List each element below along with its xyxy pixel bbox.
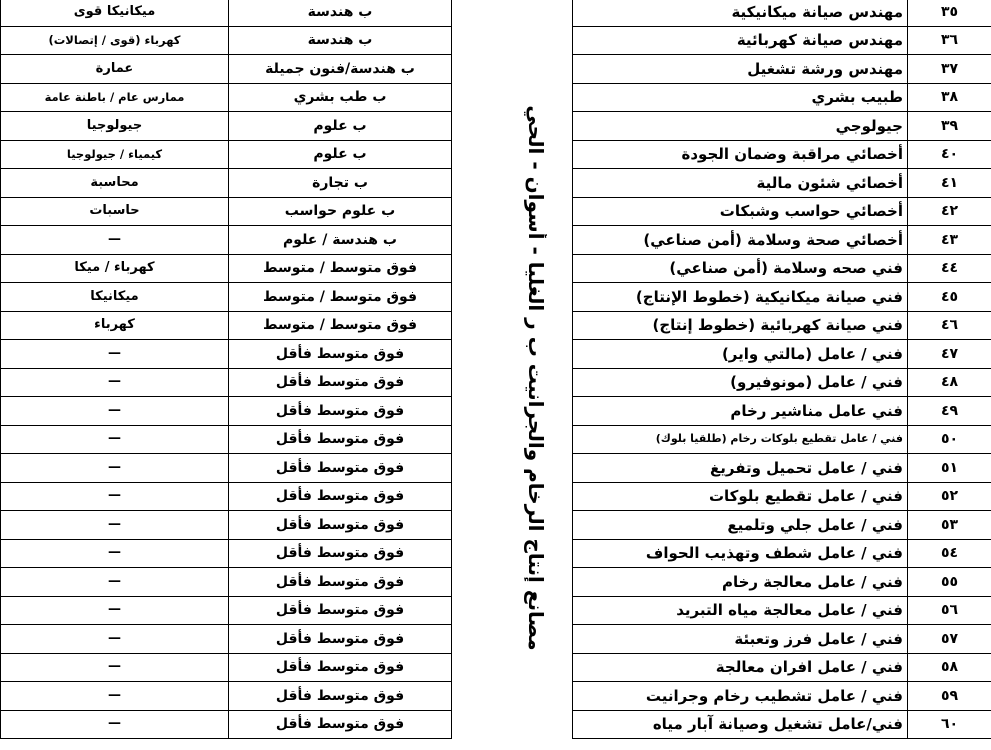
specialization: —	[1, 425, 229, 454]
requirement-row	[1, 710, 452, 739]
requirement-row	[1, 539, 452, 568]
job-row	[573, 140, 991, 169]
job-row	[573, 682, 991, 711]
job-row	[573, 112, 991, 141]
job-row	[573, 169, 991, 198]
requirement-row	[1, 254, 452, 283]
row-number: ٥٤	[908, 539, 991, 568]
qualification: فوق متوسط فأقل	[229, 710, 452, 739]
specialization: —	[1, 397, 229, 426]
specialization: حاسبات	[1, 197, 229, 226]
row-number: ٤٦	[908, 311, 991, 340]
qualification: فوق متوسط / متوسط	[229, 283, 452, 312]
requirement-row	[1, 112, 452, 141]
specialization: —	[1, 454, 229, 483]
job-row	[573, 653, 991, 682]
job-title: فني صيانة كهربائية (خطوط إنتاج)	[573, 311, 908, 340]
specialization: —	[1, 710, 229, 739]
job-row	[573, 83, 991, 112]
specialization: جيولوجيا	[1, 112, 229, 141]
job-row	[573, 539, 991, 568]
job-title: فني / عامل (مونوفيرو)	[573, 368, 908, 397]
job-title: فني / عامل تحميل وتفريغ	[573, 454, 908, 483]
qualification: فوق متوسط فأقل	[229, 568, 452, 597]
requirement-row	[1, 682, 452, 711]
qualification: فوق متوسط فأقل	[229, 425, 452, 454]
job-row	[573, 397, 991, 426]
qualification: ب علوم حواسب	[229, 197, 452, 226]
job-title: فني / عامل فرز وتعبئة	[573, 625, 908, 654]
requirement-row	[1, 283, 452, 312]
row-number: ٣٨	[908, 83, 991, 112]
row-number: ٤٠	[908, 140, 991, 169]
requirement-row	[1, 26, 452, 55]
row-number: ٣٥	[908, 0, 991, 26]
requirement-row	[1, 140, 452, 169]
qualification: ب تجارة	[229, 169, 452, 198]
job-title: أخصائي حواسب وشبكات	[573, 197, 908, 226]
job-row	[573, 596, 991, 625]
requirement-row	[1, 397, 452, 426]
job-title: مهندس صيانة ميكانيكية	[573, 0, 908, 26]
job-row	[573, 368, 991, 397]
job-title: فني / عامل معالجة رخام	[573, 568, 908, 597]
row-number: ٥٥	[908, 568, 991, 597]
job-title: فني / عامل تقطيع بلوكات رخام (طلقيا بلوك)	[573, 425, 908, 454]
job-row	[573, 625, 991, 654]
qualification: ب هندسة/فنون جميلة	[229, 55, 452, 84]
requirement-row	[1, 226, 452, 255]
row-number: ٥٢	[908, 482, 991, 511]
requirement-row	[1, 596, 452, 625]
qualification: فوق متوسط فأقل	[229, 482, 452, 511]
job-row	[573, 340, 991, 369]
job-title: أخصائي صحة وسلامة (أمن صناعي)	[573, 226, 908, 255]
job-row	[573, 0, 991, 26]
job-title: فني / عامل معالجة مياه التبريد	[573, 596, 908, 625]
qualification: فوق متوسط فأقل	[229, 454, 452, 483]
qualification: ب علوم	[229, 112, 452, 141]
specialization: —	[1, 340, 229, 369]
job-title: فني / عامل شطف وتهذيب الحواف	[573, 539, 908, 568]
qualification: فوق متوسط فأقل	[229, 511, 452, 540]
qualification: فوق متوسط / متوسط	[229, 311, 452, 340]
row-number: ٤٩	[908, 397, 991, 426]
row-number: ٥٧	[908, 625, 991, 654]
row-number: ٥٦	[908, 596, 991, 625]
job-title: أخصائي شئون مالية	[573, 169, 908, 198]
specialization: —	[1, 368, 229, 397]
caption-text: مصانع إنتاج الرخام والجرانيت ب ر الغليا - أسوان - الحي	[523, 105, 547, 650]
specialization: كهرباء (قوى / إتصالات)	[1, 26, 229, 55]
job-row	[573, 568, 991, 597]
qualification: ب علوم	[229, 140, 452, 169]
job-title: فني/عامل تشغيل وصيانة آبار مياه	[573, 710, 908, 739]
job-title: فني / عامل (مالتي واير)	[573, 340, 908, 369]
qualification: فوق متوسط فأقل	[229, 625, 452, 654]
specialization: عمارة	[1, 55, 229, 84]
jobs-table-right	[572, 0, 991, 739]
job-title: طبيب بشري	[573, 83, 908, 112]
job-title: أخصائي مراقبة وضمان الجودة	[573, 140, 908, 169]
job-row	[573, 482, 991, 511]
job-row	[573, 226, 991, 255]
specialization: —	[1, 625, 229, 654]
requirement-row	[1, 368, 452, 397]
qualification: فوق متوسط فأقل	[229, 682, 452, 711]
job-title: مهندس صيانة كهربائية	[573, 26, 908, 55]
job-row	[573, 710, 991, 739]
job-row	[573, 283, 991, 312]
row-number: ٤٥	[908, 283, 991, 312]
specialization: —	[1, 653, 229, 682]
row-number: ٥١	[908, 454, 991, 483]
job-row	[573, 425, 991, 454]
qualification: فوق متوسط فأقل	[229, 596, 452, 625]
row-number: ٣٧	[908, 55, 991, 84]
row-number: ٥٠	[908, 425, 991, 454]
row-number: ٥٣	[908, 511, 991, 540]
requirement-row	[1, 197, 452, 226]
qualification: ب طب بشري	[229, 83, 452, 112]
row-number: ٤١	[908, 169, 991, 198]
qualification: ب هندسة / علوم	[229, 226, 452, 255]
specialization: ميكانيكا	[1, 283, 229, 312]
jobs-table-left	[0, 0, 452, 739]
job-title: فني صيانة ميكانيكية (خطوط الإنتاج)	[573, 283, 908, 312]
job-title: فني / عامل تشطيب رخام وجرانيت	[573, 682, 908, 711]
specialization: —	[1, 539, 229, 568]
requirement-row	[1, 0, 452, 26]
qualification: ب هندسة	[229, 0, 452, 26]
specialization: محاسبة	[1, 169, 229, 198]
job-row	[573, 197, 991, 226]
row-number: ٣٩	[908, 112, 991, 141]
row-number: ٣٦	[908, 26, 991, 55]
job-row	[573, 26, 991, 55]
requirement-row	[1, 568, 452, 597]
job-title: جيولوجي	[573, 112, 908, 141]
requirement-row	[1, 83, 452, 112]
row-number: ٤٧	[908, 340, 991, 369]
specialization: —	[1, 682, 229, 711]
row-number: ٤٣	[908, 226, 991, 255]
specialization: —	[1, 568, 229, 597]
qualification: فوق متوسط فأقل	[229, 539, 452, 568]
job-row	[573, 254, 991, 283]
requirement-row	[1, 625, 452, 654]
job-title: مهندس ورشة تشغيل	[573, 55, 908, 84]
job-title: فني / عامل تقطيع بلوكات	[573, 482, 908, 511]
specialization: كهرباء	[1, 311, 229, 340]
qualification: فوق متوسط فأقل	[229, 653, 452, 682]
specialization: —	[1, 596, 229, 625]
row-number: ٦٠	[908, 710, 991, 739]
requirement-row	[1, 454, 452, 483]
requirement-row	[1, 511, 452, 540]
qualification: فوق متوسط / متوسط	[229, 254, 452, 283]
specialization: كهرباء / ميكا	[1, 254, 229, 283]
job-title: فني عامل مناشير رخام	[573, 397, 908, 426]
row-number: ٤٨	[908, 368, 991, 397]
row-number: ٥٩	[908, 682, 991, 711]
specialization: —	[1, 226, 229, 255]
job-title: فني / عامل جلي وتلميع	[573, 511, 908, 540]
job-row	[573, 454, 991, 483]
vertical-caption	[497, 10, 547, 746]
job-row	[573, 511, 991, 540]
requirement-row	[1, 311, 452, 340]
specialization: كيمياء / جيولوجيا	[1, 140, 229, 169]
specialization: —	[1, 482, 229, 511]
requirement-row	[1, 653, 452, 682]
qualification: ب هندسة	[229, 26, 452, 55]
requirement-row	[1, 169, 452, 198]
specialization: ميكانيكا قوى	[1, 0, 229, 26]
requirement-row	[1, 340, 452, 369]
job-title: فني / عامل افران معالجة	[573, 653, 908, 682]
requirement-row	[1, 482, 452, 511]
row-number: ٥٨	[908, 653, 991, 682]
job-title: فني صحه وسلامة (أمن صناعي)	[573, 254, 908, 283]
row-number: ٤٤	[908, 254, 991, 283]
job-row	[573, 55, 991, 84]
qualification: فوق متوسط فأقل	[229, 368, 452, 397]
requirement-row	[1, 425, 452, 454]
qualification: فوق متوسط فأقل	[229, 397, 452, 426]
specialization: —	[1, 511, 229, 540]
job-row	[573, 311, 991, 340]
requirement-row	[1, 55, 452, 84]
qualification: فوق متوسط فأقل	[229, 340, 452, 369]
row-number: ٤٢	[908, 197, 991, 226]
specialization: ممارس عام / باطنة عامة	[1, 83, 229, 112]
